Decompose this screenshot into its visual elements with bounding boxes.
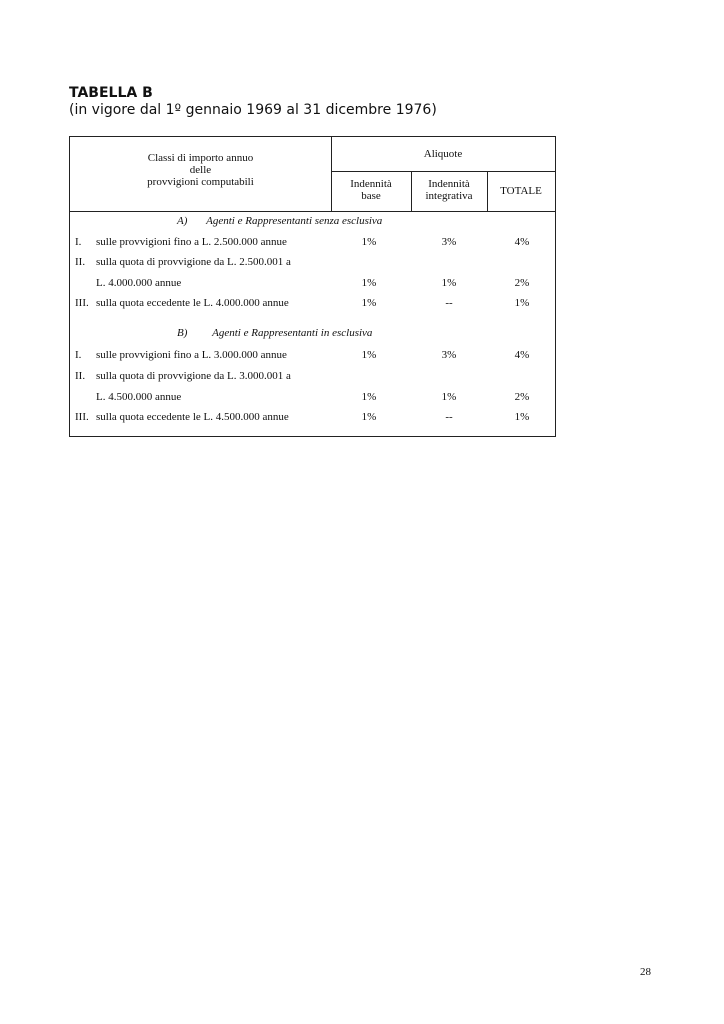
header-bottom-border	[70, 211, 555, 212]
row-a2-integrativa: 1%	[441, 277, 457, 289]
row-a3-text: sulla quota eccedente le L. 4.000.000 annue	[96, 297, 289, 309]
table-subtitle: (in vigore dal 1º gennaio 1969 al 31 dicembre 1976)	[69, 102, 437, 118]
row-b2-integrativa: 1%	[441, 391, 457, 403]
row-a3-base: 1%	[361, 297, 377, 309]
row-b2-base: 1%	[361, 391, 377, 403]
section-a-label: Agenti e Rappresentanti senza esclusiva	[206, 215, 383, 227]
row-a1-totale: 4%	[514, 236, 530, 248]
row-a1-integrativa: 3%	[441, 236, 457, 248]
row-b3-totale: 1%	[514, 411, 530, 423]
table-title: TABELLA B	[69, 85, 153, 101]
rates-table	[69, 136, 556, 437]
row-b1-integrativa: 3%	[441, 349, 457, 361]
section-b-label: Agenti e Rappresentanti in esclusiva	[212, 327, 373, 339]
header-totale: TOTALE	[500, 185, 542, 197]
header-aliquote: Aliquote	[423, 148, 463, 160]
section-a-title	[177, 215, 382, 227]
row-b1-base: 1%	[361, 349, 377, 361]
row-b1-totale: 4%	[514, 349, 530, 361]
row-b3-integrativa: --	[445, 411, 453, 423]
section-a-letter: A)	[177, 215, 188, 227]
row-a2-text: sulla quota di provvigione da L. 2.500.001 a	[96, 256, 291, 268]
row-a2-num: II.	[75, 256, 86, 268]
header-classi-line-3: provvigioni computabili	[147, 176, 254, 188]
row-a3-num: III.	[75, 297, 89, 309]
row-b2-num: II.	[75, 370, 86, 382]
section-b-letter: B)	[177, 327, 188, 339]
row-b3-base: 1%	[361, 411, 377, 423]
row-a2-base: 1%	[361, 277, 377, 289]
header-base-line-2: base	[361, 190, 381, 202]
header-base	[331, 178, 411, 202]
header-integrativa	[411, 178, 487, 202]
page-number: 28	[640, 966, 651, 978]
header-classi-line-2: delle	[189, 164, 212, 176]
row-b1-num: I.	[75, 349, 82, 361]
row-b1-text: sulle provvigioni fino a L. 3.000.000 annue	[96, 349, 287, 361]
row-b2-text: sulla quota di provvigione da L. 3.000.001 a	[96, 370, 291, 382]
header-integrativa-line-1: Indennità	[428, 178, 470, 190]
row-a3-totale: 1%	[514, 297, 530, 309]
row-a1-text: sulle provvigioni fino a L. 2.500.000 annue	[96, 236, 287, 248]
row-a2-cont: L. 4.000.000 annue	[96, 277, 182, 289]
row-b3-num: III.	[75, 411, 89, 423]
header-base-line-1: Indennità	[350, 178, 392, 190]
row-a1-num: I.	[75, 236, 82, 248]
row-b2-totale: 2%	[514, 391, 530, 403]
header-classi	[70, 152, 331, 188]
header-classi-line-1: Classi di importo annuo	[147, 152, 254, 164]
header-integrativa-line-2: integrativa	[425, 190, 473, 202]
row-a2-totale: 2%	[514, 277, 530, 289]
row-a1-base: 1%	[361, 236, 377, 248]
section-b-title	[177, 327, 372, 339]
header-divider	[331, 171, 555, 172]
row-b3-text: sulla quota eccedente le L. 4.500.000 annue	[96, 411, 289, 423]
row-a3-integrativa: --	[445, 297, 453, 309]
row-b2-cont: L. 4.500.000 annue	[96, 391, 182, 403]
